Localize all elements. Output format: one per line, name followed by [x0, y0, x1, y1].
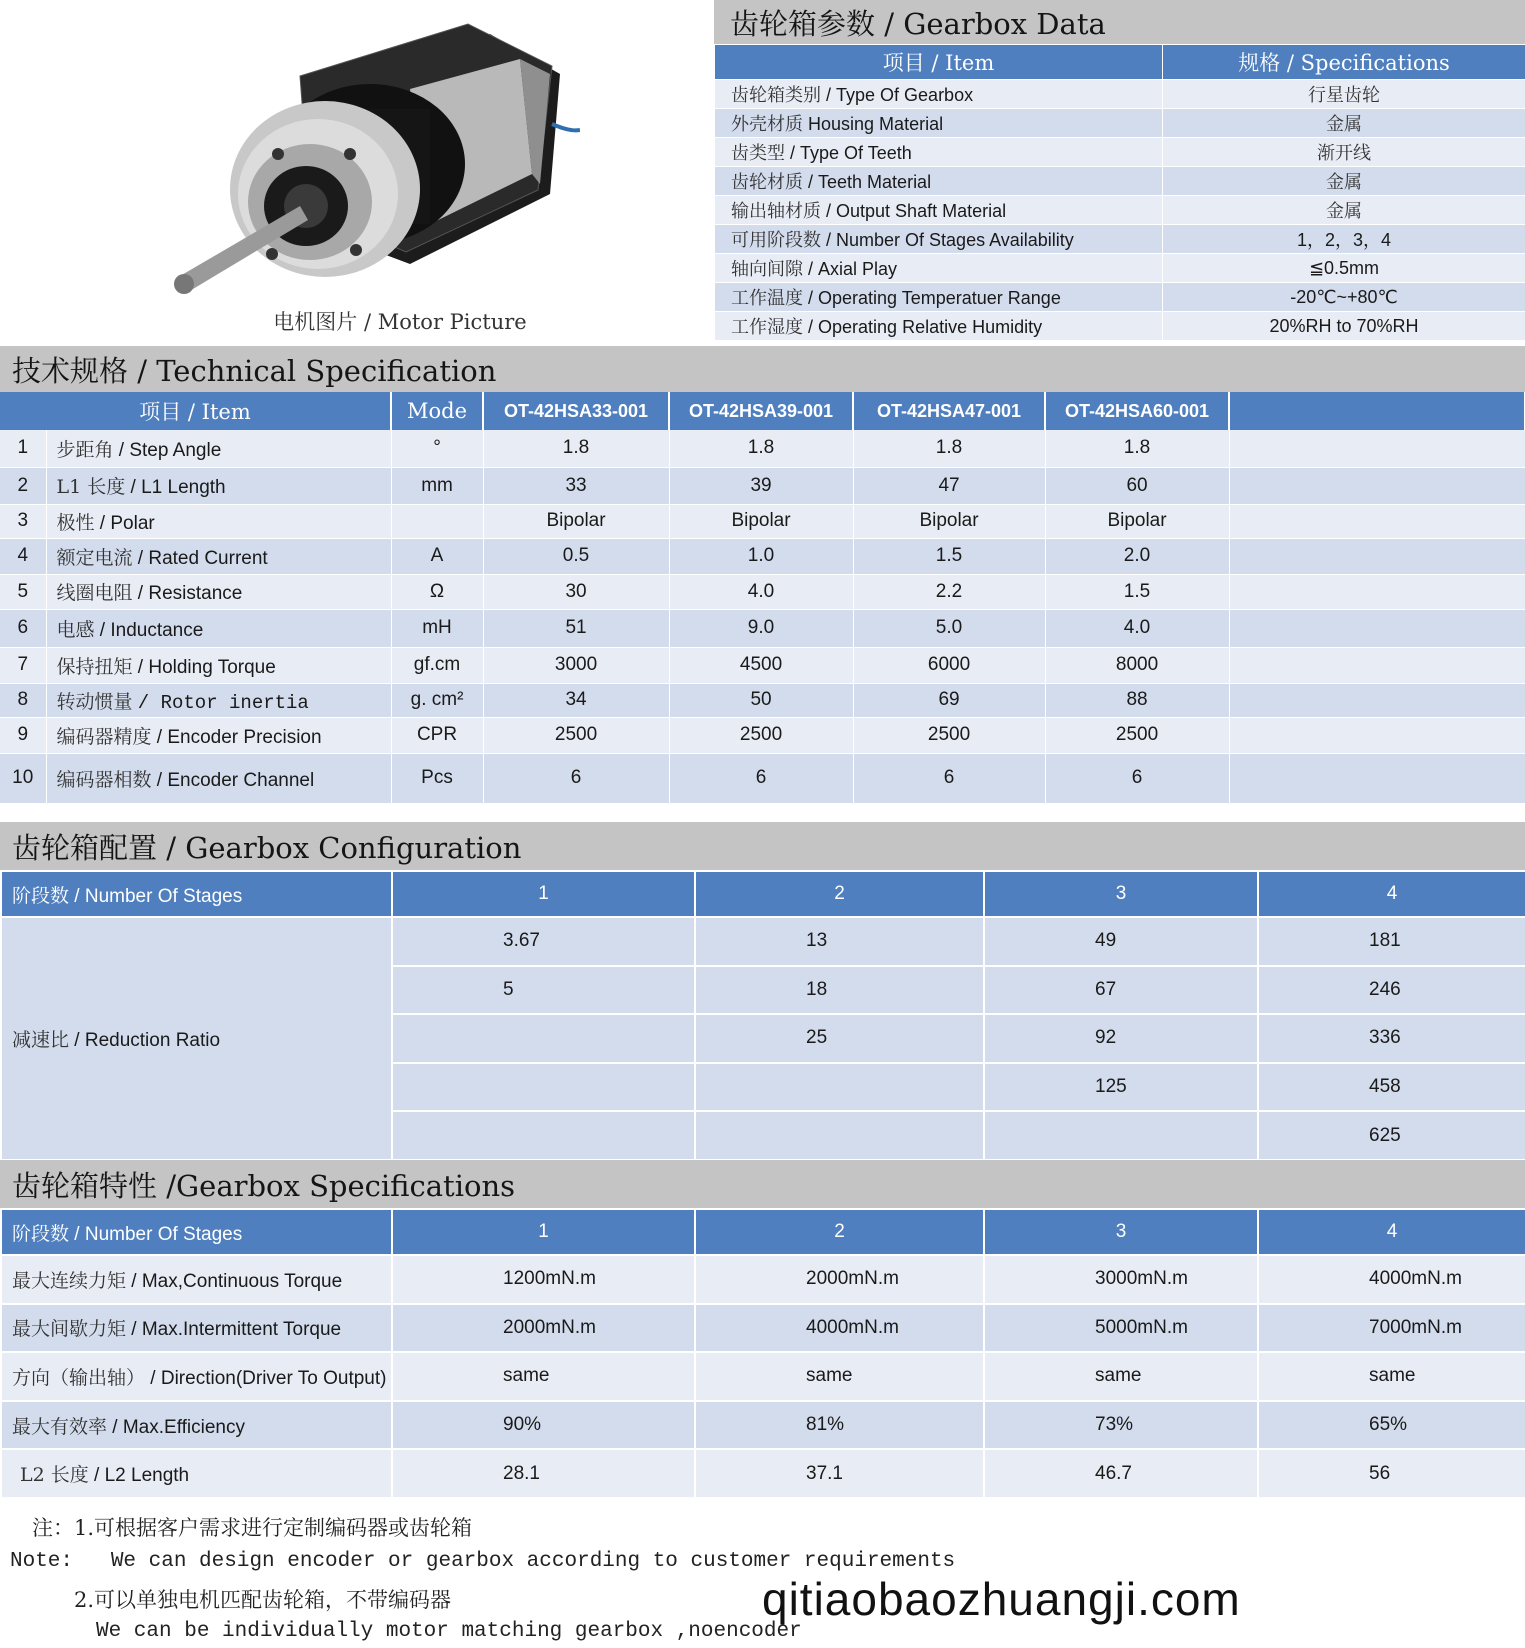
tech-spec-unit: mm: [391, 467, 483, 504]
tech-spec-unit: gf.cm: [391, 647, 483, 683]
tech-spec-row-number: 7: [0, 647, 46, 683]
tech-spec-value: 2.2: [853, 574, 1045, 609]
gearbox-data-row: [715, 80, 1525, 109]
gearbox-data-item: [715, 312, 1163, 341]
config-ratio-row: [1, 917, 1525, 966]
tech-spec-item-en: / Step Angle: [118, 439, 222, 461]
specs-value: 2000mN.m: [392, 1304, 695, 1353]
config-ratio-label: [1, 917, 392, 1160]
tech-spec-item-cn: 保持扭矩: [56, 655, 133, 678]
gearbox-data-item-cn: 齿类型: [731, 143, 785, 164]
specs-label-en: / Max.Intermittent Torque: [131, 1319, 342, 1341]
gearbox-data-value: 1，2，3，4: [1163, 225, 1525, 254]
tech-spec-empty: [1229, 717, 1525, 753]
specs-value: 73%: [984, 1401, 1258, 1450]
gearbox-data-row: [715, 109, 1525, 138]
tech-spec-empty: [1229, 683, 1525, 717]
specs-label: [1, 1255, 392, 1304]
config-stages-label: 阶段数 / Number Of Stages: [1, 871, 392, 917]
specs-value: 5000mN.m: [984, 1304, 1258, 1353]
tech-spec-item-en: / Inductance: [99, 619, 204, 641]
gearbox-data-item-en: / Type Of Teeth: [790, 143, 912, 163]
motor-caption: 电机图片 / Motor Picture: [273, 310, 527, 334]
tech-spec-item: [46, 538, 391, 574]
tech-spec-row-number: 10: [0, 753, 46, 803]
config-ratio-label-en: / Reduction Ratio: [74, 1029, 221, 1051]
gearbox-specs-table: [0, 1208, 1525, 1499]
gearbox-data-item-en: Housing Material: [808, 114, 944, 134]
gearbox-data-item: [715, 167, 1163, 196]
specs-row: [1, 1304, 1525, 1353]
specs-row: [1, 1352, 1525, 1401]
tech-spec-value: 4.0: [669, 574, 853, 609]
gearbox-data-row: [715, 196, 1525, 225]
specs-row: [1, 1401, 1525, 1450]
tech-spec-item: [46, 647, 391, 683]
specs-value: 4000mN.m: [1258, 1255, 1525, 1304]
gearbox-data-row: [715, 312, 1525, 341]
tech-spec-item-en: / Holding Torque: [137, 656, 276, 678]
specs-label: [1, 1401, 392, 1450]
tech-spec-unit: Ω: [391, 574, 483, 609]
watermark-text: qitiaobaozhuangji.com: [762, 1573, 1241, 1625]
gearbox-data-title: 齿轮箱参数 / Gearbox Data: [714, 0, 1525, 44]
tech-spec-empty: [1229, 647, 1525, 683]
tech-spec-row-number: 5: [0, 574, 46, 609]
tech-spec-row-number: 4: [0, 538, 46, 574]
tech-spec-value: 6000: [853, 647, 1045, 683]
tech-spec-value: 6: [483, 753, 669, 803]
model-header: OT-42HSA39-001: [669, 392, 853, 430]
tech-spec-item-cn: 线圈电阻: [56, 582, 133, 604]
tech-spec-empty: [1229, 504, 1525, 538]
tech-spec-item-en: / L1 Length: [130, 477, 226, 498]
config-stage: 2: [695, 871, 984, 917]
config-ratio-value: [695, 1111, 984, 1160]
tech-spec-value: 1.5: [1045, 574, 1229, 609]
gearbox-data-item: [715, 109, 1163, 138]
tech-spec-header-item: 项目 / Item: [0, 392, 391, 430]
gearbox-data-value: 20%RH to 70%RH: [1163, 312, 1525, 341]
tech-spec-value: 0.5: [483, 538, 669, 574]
specs-value: same: [695, 1352, 984, 1401]
tech-spec-unit: mH: [391, 609, 483, 647]
config-ratio-value: 5: [392, 966, 695, 1015]
tech-spec-row: [0, 609, 1525, 647]
tech-spec-empty: [1229, 609, 1525, 647]
tech-spec-unit: A: [391, 538, 483, 574]
tech-spec-value: 1.0: [669, 538, 853, 574]
motor-image: [160, 14, 580, 306]
tech-spec-value: 2500: [483, 717, 669, 753]
specs-stage: 2: [695, 1209, 984, 1255]
specs-row: [1, 1449, 1525, 1498]
tech-spec-item-cn: 转动惯量: [56, 690, 133, 713]
gearbox-data-value: 金属: [1163, 196, 1525, 225]
tech-spec-value: 34: [483, 683, 669, 717]
tech-spec-row-number: 2: [0, 467, 46, 504]
tech-spec-value: 1.8: [1045, 430, 1229, 467]
note-2-cn: 2.可以单独电机匹配齿轮箱，不带编码器: [74, 1588, 452, 1612]
specs-label: [1, 1304, 392, 1353]
specs-value: 65%: [1258, 1401, 1525, 1450]
note-1-cn: 注：1.可根据客户需求进行定制编码器或齿轮箱: [32, 1516, 473, 1540]
gearbox-specs-title: 齿轮箱特性 /Gearbox Specifications: [0, 1160, 1525, 1208]
tech-spec-value: Bipolar: [1045, 504, 1229, 538]
tech-spec-empty: [1229, 538, 1525, 574]
specs-value: same: [1258, 1352, 1525, 1401]
tech-spec-value: 2.0: [1045, 538, 1229, 574]
gearbox-data-item-en: / Output Shaft Material: [826, 201, 1007, 221]
note-1-en: Note: We can design encoder or gearbox according to customer requirements: [10, 1550, 956, 1573]
specs-label-cn: 最大有效率: [12, 1415, 108, 1438]
specs-label-en: / L2 Length: [94, 1465, 190, 1487]
tech-spec-row: [0, 647, 1525, 683]
tech-spec-value: 4.0: [1045, 609, 1229, 647]
tech-spec-value: 9.0: [669, 609, 853, 647]
gearbox-config-table: [0, 870, 1525, 1161]
config-ratio-value: 246: [1258, 966, 1525, 1015]
specs-stage: 1: [392, 1209, 695, 1255]
specs-value: same: [392, 1352, 695, 1401]
tech-spec-row-number: 1: [0, 430, 46, 467]
specs-row: [1, 1255, 1525, 1304]
tech-spec-value: 6: [1045, 753, 1229, 803]
tech-spec-value: 2500: [853, 717, 1045, 753]
tech-spec-value: 8000: [1045, 647, 1229, 683]
specs-stage: 3: [984, 1209, 1258, 1255]
config-ratio-value: 92: [984, 1014, 1258, 1063]
tech-spec-row: [0, 753, 1525, 803]
tech-spec-row: [0, 430, 1525, 467]
tech-spec-item: [46, 683, 391, 717]
config-stage: 4: [1258, 871, 1525, 917]
tech-spec-value: 1.8: [483, 430, 669, 467]
gearbox-data-value: 金属: [1163, 167, 1525, 196]
note-2-en: We can be individually motor matching gearbox ,noencoder: [96, 1620, 802, 1643]
motor-picture-area: [0, 0, 712, 342]
tech-spec-title: 技术规格 / Technical Specification: [0, 346, 1525, 392]
tech-spec-value: Bipolar: [483, 504, 669, 538]
gearbox-data-item-cn: 外壳材质: [731, 114, 803, 135]
specs-value: 3000mN.m: [984, 1255, 1258, 1304]
gearbox-data-row: [715, 283, 1525, 312]
tech-spec-item: [46, 504, 391, 538]
config-stage: 3: [984, 871, 1258, 917]
gearbox-data-row: [715, 167, 1525, 196]
gearbox-data-item-cn: 工作湿度: [731, 317, 803, 338]
gearbox-data-item: [715, 283, 1163, 312]
tech-spec-item-en: / Encoder Precision: [156, 726, 322, 748]
config-ratio-value: 181: [1258, 917, 1525, 966]
model-header: OT-42HSA60-001: [1045, 392, 1229, 430]
tech-spec-item-en: / Resistance: [137, 583, 243, 604]
tech-spec-empty: [1229, 753, 1525, 803]
specs-value: 37.1: [695, 1449, 984, 1498]
gearbox-data-value: ≦0.5mm: [1163, 254, 1525, 283]
gearbox-data-item: [715, 196, 1163, 225]
config-ratio-value: 18: [695, 966, 984, 1015]
tech-spec-item: [46, 609, 391, 647]
config-ratio-value: 458: [1258, 1063, 1525, 1112]
specs-label-en: / Max,Continuous Torque: [131, 1270, 343, 1292]
specs-value: 1200mN.m: [392, 1255, 695, 1304]
tech-spec-value: 88: [1045, 683, 1229, 717]
config-ratio-value: [984, 1111, 1258, 1160]
specs-label-en: / Direction(Driver To Output): [150, 1367, 387, 1389]
config-ratio-value: 13: [695, 917, 984, 966]
gearbox-data-row: [715, 225, 1525, 254]
gearbox-data-header-item: 项目 / Item: [715, 45, 1163, 80]
tech-spec-value: 60: [1045, 467, 1229, 504]
gearbox-data-value: -20℃~+80℃: [1163, 283, 1525, 312]
tech-spec-value: Bipolar: [669, 504, 853, 538]
tech-spec-empty: [1229, 430, 1525, 467]
tech-spec-row: [0, 683, 1525, 717]
specs-value: 7000mN.m: [1258, 1304, 1525, 1353]
tech-spec-item-cn: 电感: [56, 618, 95, 641]
tech-spec-item-cn: 编码器相数: [56, 768, 152, 791]
tech-spec-value: 69: [853, 683, 1045, 717]
tech-spec-item-en: / Encoder Channel: [156, 769, 315, 791]
model-header-empty: [1229, 392, 1525, 430]
tech-spec-row-number: 3: [0, 504, 46, 538]
config-ratio-value: 625: [1258, 1111, 1525, 1160]
tech-spec-value: 30: [483, 574, 669, 609]
tech-spec-item: [46, 467, 391, 504]
tech-spec-item: [46, 717, 391, 753]
specs-label-cn: L2 长度: [20, 1464, 89, 1487]
tech-spec-value: 33: [483, 467, 669, 504]
tech-spec-row-number: 6: [0, 609, 46, 647]
tech-spec-value: 2500: [669, 717, 853, 753]
tech-spec-item-cn: 额定电流: [56, 546, 133, 569]
config-ratio-value: 67: [984, 966, 1258, 1015]
config-ratio-value: [392, 1111, 695, 1160]
tech-spec-row: [0, 538, 1525, 574]
config-ratio-value: 125: [984, 1063, 1258, 1112]
tech-spec-value: 5.0: [853, 609, 1045, 647]
tech-spec-value: 2500: [1045, 717, 1229, 753]
specs-label-cn: 最大连续力矩: [12, 1269, 127, 1292]
specs-value: 56: [1258, 1449, 1525, 1498]
tech-spec-item-cn: 极性: [56, 511, 95, 534]
specs-value: same: [984, 1352, 1258, 1401]
tech-spec-item-en: / Polar: [99, 512, 155, 534]
gearbox-data-item-cn: 齿轮箱类别: [731, 85, 821, 106]
tech-spec-row-number: 8: [0, 683, 46, 717]
gearbox-data-row: [715, 138, 1525, 167]
model-header: OT-42HSA47-001: [853, 392, 1045, 430]
tech-spec-item-cn: 步距角: [56, 438, 114, 461]
gearbox-data-item: [715, 225, 1163, 254]
gearbox-data-item: [715, 254, 1163, 283]
gearbox-data-item-en: / Operating Relative Humidity: [808, 317, 1043, 337]
tech-spec-value: 6: [669, 753, 853, 803]
specs-value: 4000mN.m: [695, 1304, 984, 1353]
gearbox-data-row: [715, 254, 1525, 283]
gearbox-data-item-cn: 齿轮材质: [731, 172, 803, 193]
gearbox-data-value: 金属: [1163, 109, 1525, 138]
tech-spec-table: [0, 392, 1525, 804]
specs-value: 2000mN.m: [695, 1255, 984, 1304]
tech-spec-value: Bipolar: [853, 504, 1045, 538]
gearbox-data-item: [715, 80, 1163, 109]
config-ratio-value: [392, 1063, 695, 1112]
config-stage: 1: [392, 871, 695, 917]
tech-spec-item: [46, 430, 391, 467]
tech-spec-item: [46, 753, 391, 803]
gearbox-data-item-en: / Teeth Material: [808, 172, 932, 192]
specs-value: 28.1: [392, 1449, 695, 1498]
tech-spec-value: 50: [669, 683, 853, 717]
tech-spec-unit: g. cm²: [391, 683, 483, 717]
tech-spec-unit: °: [391, 430, 483, 467]
tech-spec-value: 1.5: [853, 538, 1045, 574]
specs-label: [1, 1352, 392, 1401]
config-ratio-value: [695, 1063, 984, 1112]
gearbox-data-item-en: / Number Of Stages Availability: [826, 230, 1074, 250]
tech-spec-value: 39: [669, 467, 853, 504]
tech-spec-row: [0, 504, 1525, 538]
config-ratio-value: 3.67: [392, 917, 695, 966]
tech-spec-value: 3000: [483, 647, 669, 683]
tech-spec-value: 51: [483, 609, 669, 647]
tech-spec-value: 1.8: [669, 430, 853, 467]
config-ratio-label-cn: 减速比: [12, 1028, 70, 1051]
gearbox-data-item-en: / Type Of Gearbox: [826, 85, 974, 105]
tech-spec-item-cn: L1 长度: [56, 476, 126, 498]
tech-spec-row: [0, 717, 1525, 753]
specs-stage: 4: [1258, 1209, 1525, 1255]
specs-value: 90%: [392, 1401, 695, 1450]
tech-spec-row-number: 9: [0, 717, 46, 753]
gearbox-config-title: 齿轮箱配置 / Gearbox Configuration: [0, 822, 1525, 870]
tech-spec-empty: [1229, 574, 1525, 609]
specs-label: [1, 1449, 392, 1498]
specs-label-cn: 最大间歇力矩: [12, 1318, 127, 1341]
tech-spec-row: [0, 467, 1525, 504]
tech-spec-unit: CPR: [391, 717, 483, 753]
gearbox-data-item-cn: 输出轴材质: [731, 201, 821, 222]
config-ratio-value: 336: [1258, 1014, 1525, 1063]
specs-label-cn: 方向（输出轴）: [12, 1366, 146, 1389]
gearbox-data-value: 渐开线: [1163, 138, 1525, 167]
specs-label-en: / Max.Efficiency: [112, 1416, 245, 1438]
config-ratio-value: [392, 1014, 695, 1063]
tech-spec-value: 47: [853, 467, 1045, 504]
tech-spec-unit: Pcs: [391, 753, 483, 803]
gearbox-data-item-cn: 轴向间隙: [731, 259, 803, 280]
config-ratio-value: 25: [695, 1014, 984, 1063]
gearbox-data-header-spec: 规格 / Specifications: [1163, 45, 1525, 80]
tech-spec-header-mode: Mode: [391, 392, 483, 430]
gearbox-data-item: [715, 138, 1163, 167]
tech-spec-value: 1.8: [853, 430, 1045, 467]
gearbox-data-item-cn: 可用阶段数: [731, 230, 821, 251]
tech-spec-unit: [391, 504, 483, 538]
tech-spec-item: [46, 574, 391, 609]
specs-value: 81%: [695, 1401, 984, 1450]
gearbox-data-table: [714, 44, 1525, 341]
gearbox-data-item-en: / Axial Play: [808, 259, 898, 279]
tech-spec-value: 4500: [669, 647, 853, 683]
gearbox-data-item-cn: 工作温度: [731, 288, 803, 309]
tech-spec-value: 6: [853, 753, 1045, 803]
gearbox-data-item-en: / Operating Temperatuer Range: [808, 288, 1061, 308]
specs-stages-label: 阶段数 / Number Of Stages: [1, 1209, 392, 1255]
tech-spec-item-cn: 编码器精度: [56, 725, 152, 748]
specs-value: 46.7: [984, 1449, 1258, 1498]
config-ratio-value: 49: [984, 917, 1258, 966]
tech-spec-item-en: / Rotor inertia: [137, 691, 309, 714]
gearbox-data-value: 行星齿轮: [1163, 80, 1525, 109]
tech-spec-item-en: / Rated Current: [137, 547, 268, 569]
model-header: OT-42HSA33-001: [483, 392, 669, 430]
tech-spec-row: [0, 574, 1525, 609]
tech-spec-empty: [1229, 467, 1525, 504]
